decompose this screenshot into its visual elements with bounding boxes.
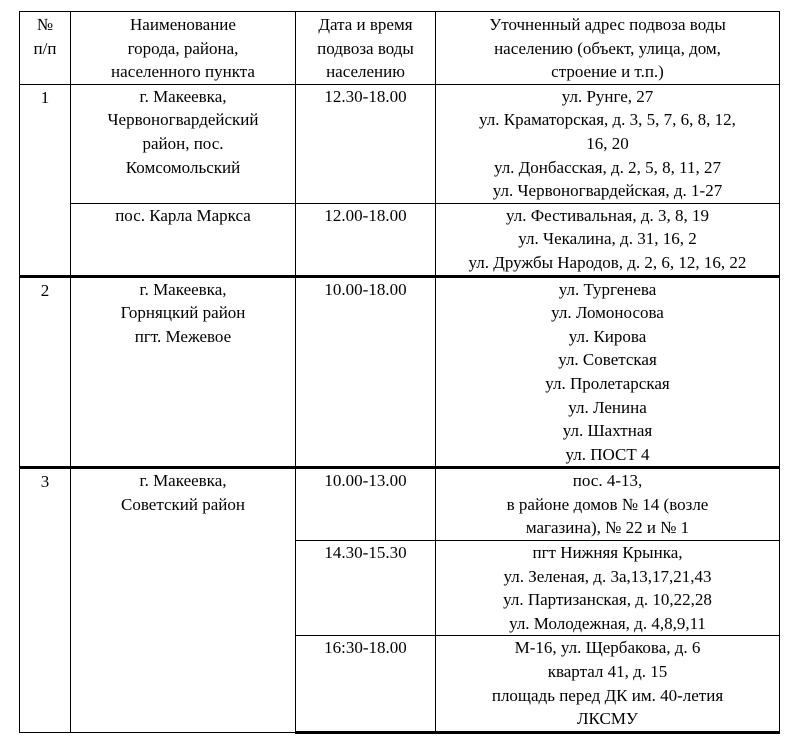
header-text: №: [36, 15, 54, 34]
row-number: 1: [20, 84, 71, 276]
place-text: Горняцкий район: [120, 303, 246, 323]
time-cell: 14.30-15.30: [296, 541, 436, 636]
address-text: ул. Ломоносова: [551, 303, 664, 323]
place-text: Червоногвардейский: [107, 110, 259, 130]
header-text: п/п: [33, 38, 57, 58]
table-row: [20, 468, 780, 541]
place-text: район, пос.: [142, 133, 224, 153]
time-cell: 12.00-18.00: [296, 203, 436, 276]
place-cell: [71, 276, 296, 468]
address-text: ул. Молодежная, д. 4,8,9,11: [509, 613, 706, 633]
address-text: ЛКСМУ: [577, 709, 638, 729]
address-text: ул. Краматорская, д. 3, 5, 7, 6, 8, 12,: [479, 110, 736, 130]
time-cell: 12.30-18.00: [296, 84, 436, 203]
address-text: пос. 4-13,: [572, 471, 643, 491]
address-text: ул. Советская: [558, 350, 657, 370]
address-text: ул. Донбасская, д. 2, 5, 8, 11, 27: [493, 157, 722, 177]
address-text: ул. Шахтная: [562, 421, 653, 441]
address-text: 16, 20: [586, 133, 629, 153]
table-row: [20, 276, 780, 468]
address-text: М-16, ул. Щербакова, д. 6: [514, 638, 701, 658]
table-row: [20, 84, 780, 203]
address-cell: [436, 84, 780, 203]
address-cell: [436, 276, 780, 468]
time-cell: 16:30-18.00: [296, 636, 436, 732]
address-text: ул. Рунге, 27: [561, 86, 654, 106]
address-cell: [436, 541, 780, 636]
header-address: [436, 12, 780, 85]
header-number: [20, 12, 71, 85]
header-text: Дата и время: [318, 15, 413, 34]
header-text: Наименование: [130, 15, 236, 34]
address-text: пгт Нижняя Крынка,: [532, 543, 683, 563]
place-cell: [71, 468, 296, 733]
address-text: ул. Зеленая, д. 3а,13,17,21,43: [503, 566, 712, 586]
address-text: ул. Чекалина, д. 31, 16, 2: [518, 229, 697, 249]
place-text: пгт. Межевое: [134, 326, 232, 346]
address-cell: [436, 636, 780, 732]
row-number: 3: [20, 468, 71, 733]
time-cell: 10.00-13.00: [296, 468, 436, 541]
place-cell: [71, 203, 296, 276]
address-text: ул. Партизанская, д. 10,22,28: [503, 590, 712, 610]
place-text: пос. Карла Маркса: [115, 205, 251, 225]
place-cell: [71, 84, 296, 203]
table-row: [20, 203, 780, 276]
address-text: ул. Тургенева: [558, 279, 657, 299]
header-text: населению: [326, 62, 405, 82]
address-text: площадь перед ДК им. 40-летия: [491, 685, 724, 705]
address-cell: [436, 203, 780, 276]
place-text: г. Макеевка,: [139, 471, 227, 491]
address-text: ул. ПОСТ 4: [565, 444, 650, 464]
address-text: в районе домов № 14 (возле: [506, 494, 709, 514]
water-delivery-table: [19, 11, 780, 734]
address-text: ул. Червоногвардейская, д. 1-27: [492, 181, 723, 201]
header-place: [71, 12, 296, 85]
place-text: г. Макеевка,: [139, 86, 227, 106]
address-cell: [436, 468, 780, 541]
address-text: ул. Фестивальная, д. 3, 8, 19: [505, 205, 710, 225]
table-header-row: [20, 12, 780, 85]
address-text: ул. Ленина: [568, 397, 647, 417]
header-text: строение и т.п.): [551, 62, 664, 82]
address-text: ул. Дружбы Народов, д. 2, 6, 12, 16, 22: [468, 252, 747, 272]
header-text: Уточненный адрес подвоза воды: [489, 15, 726, 34]
place-text: г. Макеевка,: [139, 279, 227, 299]
row-number: 2: [20, 276, 71, 468]
address-text: магазина), № 22 и № 1: [525, 518, 690, 538]
header-text: населенного пункта: [111, 62, 255, 82]
header-text: города, района,: [127, 38, 239, 58]
header-text: населению (объект, улица, дом,: [494, 38, 721, 58]
address-text: ул. Кирова: [568, 326, 647, 346]
address-text: ул. Пролетарская: [545, 373, 670, 393]
place-text: Комсомольский: [125, 157, 241, 177]
place-text: Советский район: [121, 494, 245, 514]
time-cell: 10.00-18.00: [296, 276, 436, 468]
header-time: [296, 12, 436, 85]
header-text: подвоза воды: [317, 38, 414, 58]
address-text: квартал 41, д. 15: [547, 662, 668, 682]
